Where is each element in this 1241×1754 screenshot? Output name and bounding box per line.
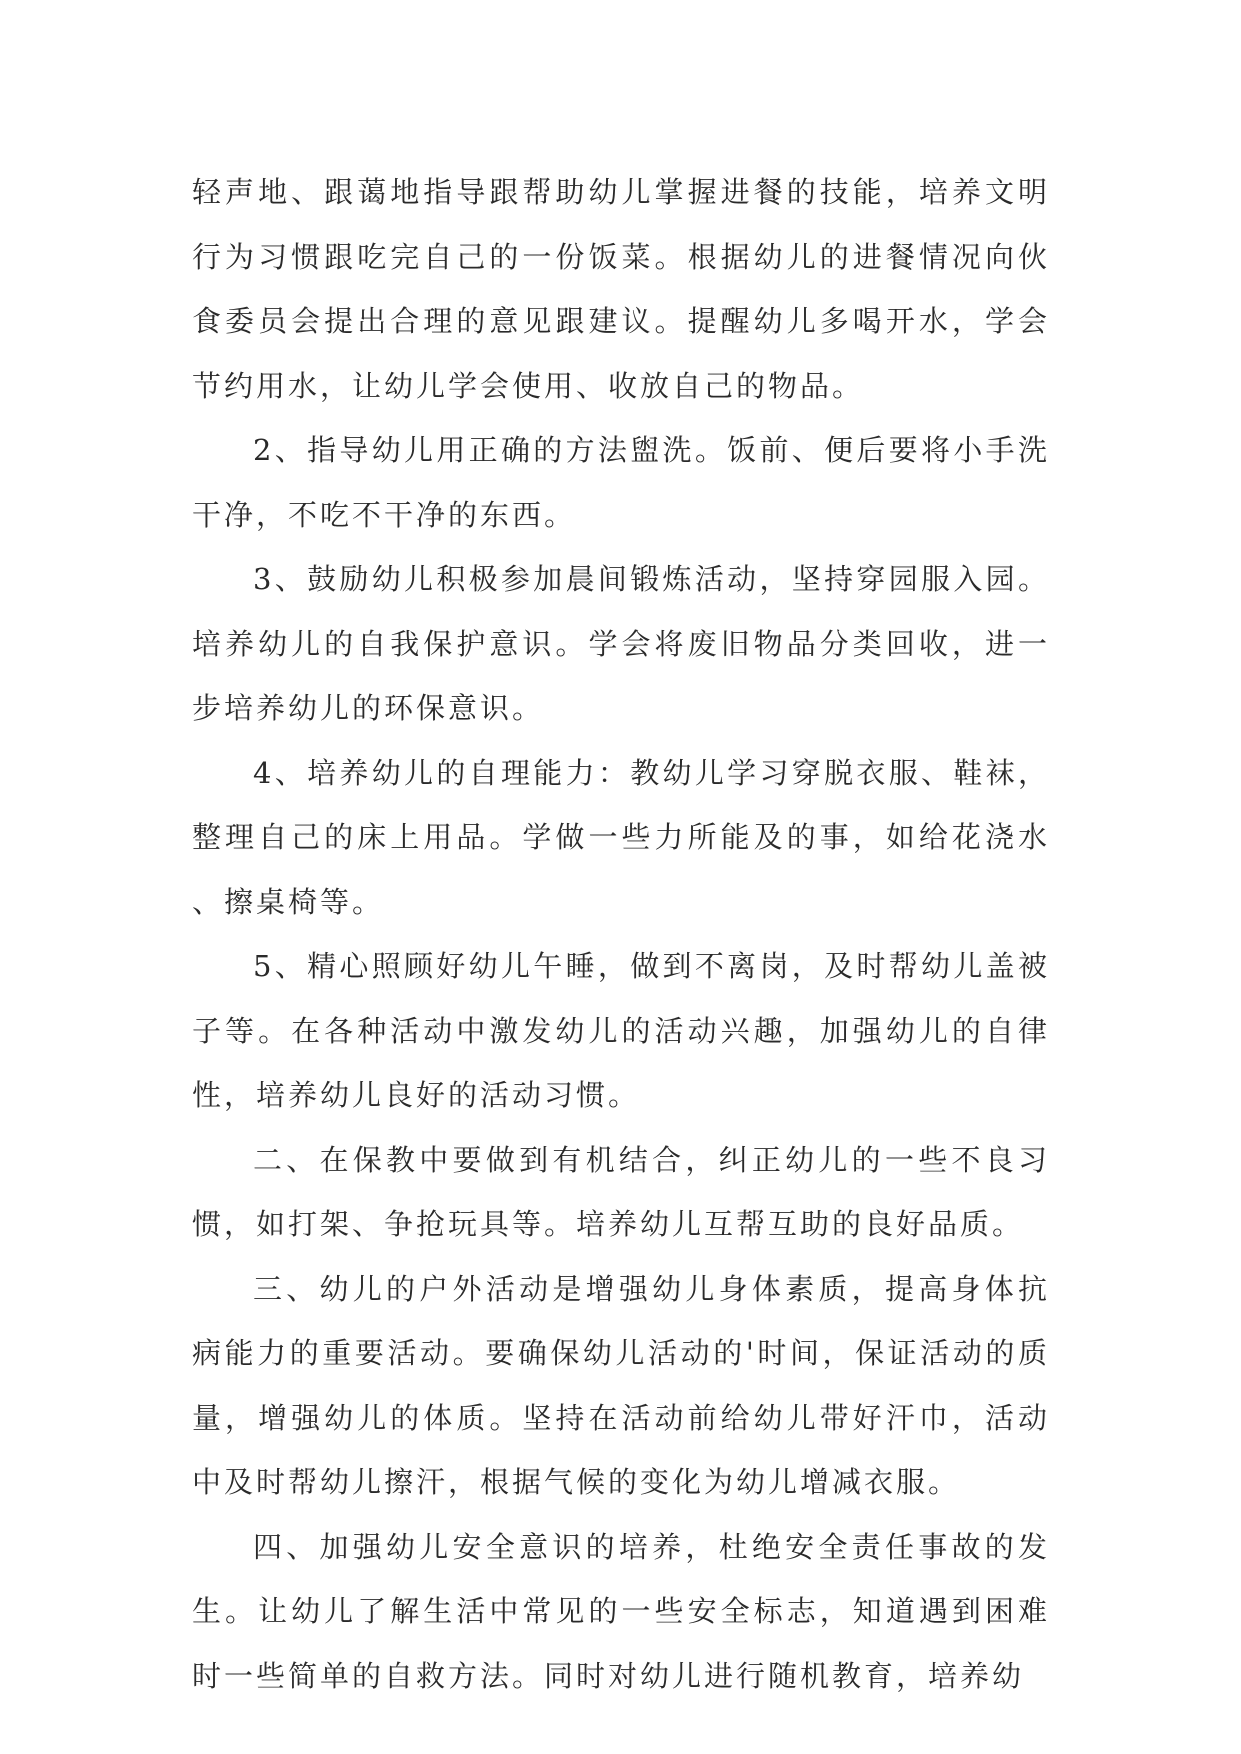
- document-body: [192, 160, 1050, 1708]
- paragraph-item-2-washing: 2、指导幼儿用正确的方法盥洗。饭前、便后要将小手洗干净，不吃不干净的东西。: [192, 433, 1050, 532]
- paragraph-continued-meal-guidance: 轻声地、跟蔼地指导跟帮助幼儿掌握进餐的技能，培养文明行为习惯跟吃完自己的一份饭菜。根据幼儿的进餐情况向伙食委员会提出合理的意见跟建议。提醒幼儿多喝开水，学会节约用水，让幼儿学会使用、收放自己的物品。: [192, 175, 1050, 403]
- paragraph-section-4-safety: 四、加强幼儿安全意识的培养，杜绝安全责任事故的发生。让幼儿了解生活中常见的一些安全标志，知道遇到困难时一些简单的自救方法。同时对幼儿进行随机教育，培养幼: [192, 1529, 1050, 1693]
- paragraph-item-4-self-care: 4、培养幼儿的自理能力：教幼儿学习穿脱衣服、鞋袜，整理自己的床上用品。学做一些力所能及的事，如给花浇水、擦桌椅等。: [192, 755, 1050, 919]
- paragraph-item-5-nap-care: 5、精心照顾好幼儿午睡，做到不离岗，及时帮幼儿盖被子等。在各种活动中激发幼儿的活动兴趣，加强幼儿的自律性，培养幼儿良好的活动习惯。: [192, 949, 1050, 1112]
- paragraph-section-2-habits: 二、在保教中要做到有机结合，纠正幼儿的一些不良习惯，如打架、争抢玩具等。培养幼儿互帮互助的良好品质。: [192, 1142, 1050, 1241]
- paragraph-item-3-morning-exercise: 3、鼓励幼儿积极参加晨间锻炼活动，坚持穿园服入园。培养幼儿的自我保护意识。学会将废旧物品分类回收，进一步培养幼儿的环保意识。: [192, 562, 1050, 725]
- paragraph-section-3-outdoor-activity: 三、幼儿的户外活动是增强幼儿身体素质，提高身体抗病能力的重要活动。要确保幼儿活动的'时间，保证活动的质量，增强幼儿的体质。坚持在活动前给幼儿带好汗巾，活动中及时帮幼儿擦汗，根据气候的变化为幼儿增减衣服。: [192, 1271, 1050, 1499]
